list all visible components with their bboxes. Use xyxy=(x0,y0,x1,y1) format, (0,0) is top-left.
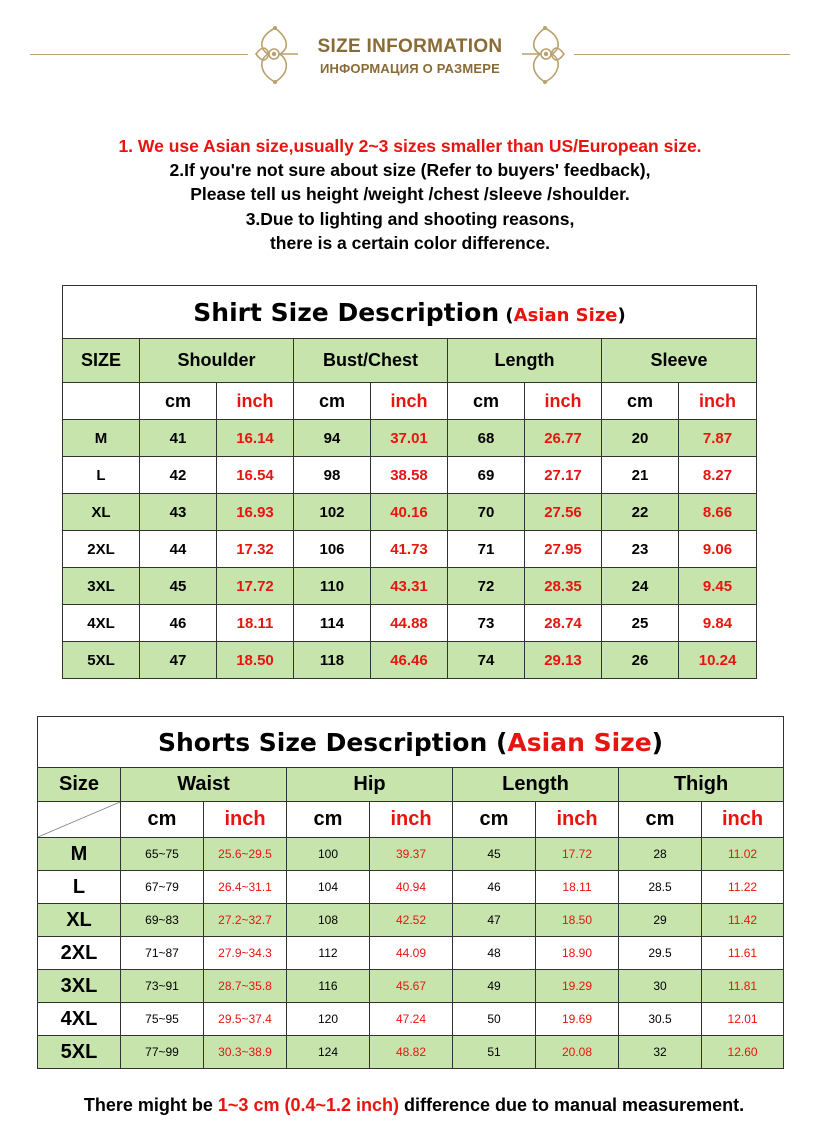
shirt-title-open: ( xyxy=(499,304,514,326)
shirt-inch-cell: 46.46 xyxy=(371,642,448,679)
shorts-col-length: Length xyxy=(453,768,619,802)
shirt-inch-cell: 16.14 xyxy=(217,420,294,457)
size-info-banner xyxy=(0,20,820,90)
shorts-title-asian-size: Asian Size xyxy=(507,727,652,757)
shorts-size-cell: L xyxy=(38,871,121,904)
shorts-inch-cell: 19.69 xyxy=(536,1003,619,1036)
shirt-inch-cell: 17.72 xyxy=(217,568,294,605)
shirt-cm-cell: 68 xyxy=(448,420,525,457)
shorts-unit-cm: cm xyxy=(619,802,702,838)
footer-highlight: 1~3 cm (0.4~1.2 inch) xyxy=(217,1095,400,1115)
shirt-inch-cell: 27.95 xyxy=(525,531,602,568)
shorts-unit-inch: inch xyxy=(370,802,453,838)
shorts-cm-cell: 69~83 xyxy=(121,904,204,937)
shorts-inch-cell: 25.6~29.5 xyxy=(204,838,287,871)
shirt-inch-cell: 27.17 xyxy=(525,457,602,494)
banner-subtitle: ИНФОРМАЦИЯ О РАЗМЕРЕ xyxy=(319,61,501,76)
shorts-inch-cell: 42.52 xyxy=(370,904,453,937)
shorts-size-cell: 5XL xyxy=(38,1036,121,1069)
shirt-unit-inch: inch xyxy=(679,383,757,420)
shorts-cm-cell: 30 xyxy=(619,970,702,1003)
shirt-size-cell: 5XL xyxy=(63,642,140,679)
shorts-unit-inch: inch xyxy=(702,802,784,838)
shirt-cm-cell: 94 xyxy=(294,420,371,457)
shirt-row xyxy=(63,457,757,494)
shorts-inch-cell: 26.4~31.1 xyxy=(204,871,287,904)
shorts-cm-cell: 50 xyxy=(453,1003,536,1036)
shirt-unit-cm: cm xyxy=(140,383,217,420)
shirt-cm-cell: 114 xyxy=(294,605,371,642)
shirt-row xyxy=(63,605,757,642)
shirt-size-cell: M xyxy=(63,420,140,457)
shirt-inch-cell: 8.66 xyxy=(679,494,757,531)
shirt-cm-cell: 74 xyxy=(448,642,525,679)
shirt-inch-cell: 38.58 xyxy=(371,457,448,494)
shirt-cm-cell: 106 xyxy=(294,531,371,568)
shirt-inch-cell: 8.27 xyxy=(679,457,757,494)
shirt-inch-cell: 40.16 xyxy=(371,494,448,531)
shirt-unit-inch: inch xyxy=(371,383,448,420)
shirt-unit-inch: inch xyxy=(525,383,602,420)
shirt-inch-cell: 18.11 xyxy=(217,605,294,642)
shorts-cm-cell: 73~91 xyxy=(121,970,204,1003)
shirt-row xyxy=(63,494,757,531)
shirt-size-cell: XL xyxy=(63,494,140,531)
shorts-inch-cell: 11.61 xyxy=(702,937,784,970)
shorts-cm-cell: 104 xyxy=(287,871,370,904)
shirt-inch-cell: 9.84 xyxy=(679,605,757,642)
banner-title: SIZE INFORMATION xyxy=(317,36,503,57)
shorts-inch-cell: 18.50 xyxy=(536,904,619,937)
shirt-size-cell: L xyxy=(63,457,140,494)
shorts-cm-cell: 49 xyxy=(453,970,536,1003)
shirt-inch-cell: 26.77 xyxy=(525,420,602,457)
shirt-cm-cell: 45 xyxy=(140,568,217,605)
shirt-title-asian-size: Asian Size xyxy=(513,304,618,326)
shirt-size-cell: 2XL xyxy=(63,531,140,568)
shorts-inch-cell: 44.09 xyxy=(370,937,453,970)
shorts-table-title xyxy=(38,717,784,768)
footer-before: There might be xyxy=(83,1095,218,1115)
shorts-inch-cell: 19.29 xyxy=(536,970,619,1003)
shorts-cm-cell: 124 xyxy=(287,1036,370,1069)
shorts-inch-cell: 11.22 xyxy=(702,871,784,904)
note-line-5: there is a certain color difference. xyxy=(269,232,551,253)
shirt-size-cell: 4XL xyxy=(63,605,140,642)
shorts-cm-cell: 112 xyxy=(287,937,370,970)
shorts-cm-cell: 100 xyxy=(287,838,370,871)
shorts-unit-cm: cm xyxy=(287,802,370,838)
shirt-inch-cell: 41.73 xyxy=(371,531,448,568)
shirt-cm-cell: 43 xyxy=(140,494,217,531)
shorts-col-hip: Hip xyxy=(287,768,453,802)
shorts-cm-cell: 32 xyxy=(619,1036,702,1069)
shirt-title-text: Shirt Size Description xyxy=(193,297,500,327)
shorts-row xyxy=(38,937,784,970)
shorts-inch-cell: 20.08 xyxy=(536,1036,619,1069)
shirt-cm-cell: 70 xyxy=(448,494,525,531)
shorts-row xyxy=(38,904,784,937)
shirt-row xyxy=(63,568,757,605)
shirt-cm-cell: 20 xyxy=(602,420,679,457)
shirt-inch-cell: 10.24 xyxy=(679,642,757,679)
shirt-row xyxy=(63,420,757,457)
shorts-title-text: Shorts Size Description xyxy=(157,727,488,757)
shorts-inch-cell: 18.90 xyxy=(536,937,619,970)
shirt-row xyxy=(63,642,757,679)
shirt-inch-cell: 28.74 xyxy=(525,605,602,642)
shirt-cm-cell: 102 xyxy=(294,494,371,531)
note-line-2: 2.If you're not sure about size (Refer to buyers' feedback), xyxy=(169,160,651,181)
shorts-row xyxy=(38,1003,784,1036)
shirt-col-sleeve: Sleeve xyxy=(602,339,757,383)
shorts-inch-cell: 11.02 xyxy=(702,838,784,871)
shorts-size-cell: 2XL xyxy=(38,937,121,970)
shorts-cm-cell: 116 xyxy=(287,970,370,1003)
shorts-cm-cell: 45 xyxy=(453,838,536,871)
shorts-cm-cell: 46 xyxy=(453,871,536,904)
shirt-inch-cell: 27.56 xyxy=(525,494,602,531)
shirt-row xyxy=(63,531,757,568)
shirt-col-length: Length xyxy=(448,339,602,383)
shirt-col-shoulder: Shoulder xyxy=(140,339,294,383)
measurement-disclaimer xyxy=(0,1095,820,1116)
shorts-inch-cell: 29.5~37.4 xyxy=(204,1003,287,1036)
shorts-row xyxy=(38,838,784,871)
shorts-inch-cell: 17.72 xyxy=(536,838,619,871)
shirt-cm-cell: 25 xyxy=(602,605,679,642)
shirt-size-table xyxy=(62,285,757,679)
shirt-cm-cell: 26 xyxy=(602,642,679,679)
shorts-inch-cell: 12.60 xyxy=(702,1036,784,1069)
note-line-3: Please tell us height /weight /chest /sleeve /shoulder. xyxy=(190,184,630,205)
shorts-row xyxy=(38,871,784,904)
shorts-inch-cell: 27.2~32.7 xyxy=(204,904,287,937)
shirt-inch-cell: 9.06 xyxy=(679,531,757,568)
shorts-inch-cell: 18.11 xyxy=(536,871,619,904)
shirt-cm-cell: 71 xyxy=(448,531,525,568)
shorts-inch-cell: 39.37 xyxy=(370,838,453,871)
shirt-size-cell: 3XL xyxy=(63,568,140,605)
shorts-row xyxy=(38,970,784,1003)
shirt-title-close: ) xyxy=(617,304,626,326)
shorts-unit-cm: cm xyxy=(121,802,204,838)
shorts-cm-cell: 28 xyxy=(619,838,702,871)
shorts-cm-cell: 77~99 xyxy=(121,1036,204,1069)
shorts-title-open: ( xyxy=(487,727,508,757)
shirt-inch-cell: 9.45 xyxy=(679,568,757,605)
shirt-cm-cell: 46 xyxy=(140,605,217,642)
shorts-inch-cell: 45.67 xyxy=(370,970,453,1003)
shorts-title-close: ) xyxy=(651,727,664,757)
shirt-cm-cell: 69 xyxy=(448,457,525,494)
shirt-unit-inch: inch xyxy=(217,383,294,420)
shorts-cm-cell: 29.5 xyxy=(619,937,702,970)
shirt-cm-cell: 110 xyxy=(294,568,371,605)
note-line-1: 1. We use Asian size,usually 2~3 sizes smaller than US/European size. xyxy=(118,136,702,156)
shirt-cm-cell: 23 xyxy=(602,531,679,568)
shorts-inch-cell: 47.24 xyxy=(370,1003,453,1036)
shorts-col-thigh: Thigh xyxy=(619,768,784,802)
shirt-inch-cell: 16.54 xyxy=(217,457,294,494)
shorts-cm-cell: 67~79 xyxy=(121,871,204,904)
shirt-cm-cell: 44 xyxy=(140,531,217,568)
shorts-inch-cell: 11.81 xyxy=(702,970,784,1003)
shorts-row xyxy=(38,1036,784,1069)
shirt-inch-cell: 18.50 xyxy=(217,642,294,679)
shirt-cm-cell: 41 xyxy=(140,420,217,457)
shorts-diagonal-cell xyxy=(38,802,121,838)
shirt-inch-cell: 29.13 xyxy=(525,642,602,679)
shorts-inch-cell: 28.7~35.8 xyxy=(204,970,287,1003)
shirt-unit-blank xyxy=(63,383,140,420)
shorts-size-cell: 3XL xyxy=(38,970,121,1003)
shorts-cm-cell: 75~95 xyxy=(121,1003,204,1036)
shorts-cm-cell: 65~75 xyxy=(121,838,204,871)
shorts-unit-cm: cm xyxy=(453,802,536,838)
shirt-unit-cm: cm xyxy=(448,383,525,420)
shorts-inch-cell: 27.9~34.3 xyxy=(204,937,287,970)
shirt-cm-cell: 22 xyxy=(602,494,679,531)
shirt-inch-cell: 16.93 xyxy=(217,494,294,531)
shorts-cm-cell: 28.5 xyxy=(619,871,702,904)
shorts-inch-cell: 11.42 xyxy=(702,904,784,937)
shirt-cm-cell: 98 xyxy=(294,457,371,494)
footer-after: difference due to manual measurement. xyxy=(399,1095,745,1115)
shirt-cm-cell: 24 xyxy=(602,568,679,605)
shirt-inch-cell: 37.01 xyxy=(371,420,448,457)
shorts-inch-cell: 30.3~38.9 xyxy=(204,1036,287,1069)
shirt-cm-cell: 118 xyxy=(294,642,371,679)
shirt-unit-cm: cm xyxy=(294,383,371,420)
shorts-col-waist: Waist xyxy=(121,768,287,802)
shorts-cm-cell: 51 xyxy=(453,1036,536,1069)
shirt-table-title xyxy=(63,286,757,339)
shorts-cm-cell: 30.5 xyxy=(619,1003,702,1036)
shorts-size-cell: 4XL xyxy=(38,1003,121,1036)
shirt-inch-cell: 43.31 xyxy=(371,568,448,605)
shirt-cm-cell: 21 xyxy=(602,457,679,494)
shorts-cm-cell: 29 xyxy=(619,904,702,937)
shirt-cm-cell: 72 xyxy=(448,568,525,605)
shorts-cm-cell: 47 xyxy=(453,904,536,937)
shorts-cm-cell: 108 xyxy=(287,904,370,937)
shorts-unit-inch: inch xyxy=(536,802,619,838)
shirt-inch-cell: 7.87 xyxy=(679,420,757,457)
shorts-size-cell: M xyxy=(38,838,121,871)
shirt-unit-cm: cm xyxy=(602,383,679,420)
shorts-cm-cell: 71~87 xyxy=(121,937,204,970)
shirt-size-header: SIZE xyxy=(63,339,140,383)
note-line-4: 3.Due to lighting and shooting reasons, xyxy=(245,208,575,229)
shorts-size-table xyxy=(37,716,784,1069)
shorts-inch-cell: 48.82 xyxy=(370,1036,453,1069)
shirt-inch-cell: 28.35 xyxy=(525,568,602,605)
shirt-cm-cell: 47 xyxy=(140,642,217,679)
shorts-unit-inch: inch xyxy=(204,802,287,838)
shorts-size-header: Size xyxy=(38,768,121,802)
shirt-col-bust: Bust/Chest xyxy=(294,339,448,383)
shorts-inch-cell: 12.01 xyxy=(702,1003,784,1036)
shirt-cm-cell: 42 xyxy=(140,457,217,494)
size-notes xyxy=(0,134,820,255)
shorts-size-cell: XL xyxy=(38,904,121,937)
shorts-cm-cell: 120 xyxy=(287,1003,370,1036)
shorts-inch-cell: 40.94 xyxy=(370,871,453,904)
shirt-inch-cell: 17.32 xyxy=(217,531,294,568)
shirt-inch-cell: 44.88 xyxy=(371,605,448,642)
shirt-cm-cell: 73 xyxy=(448,605,525,642)
shorts-cm-cell: 48 xyxy=(453,937,536,970)
